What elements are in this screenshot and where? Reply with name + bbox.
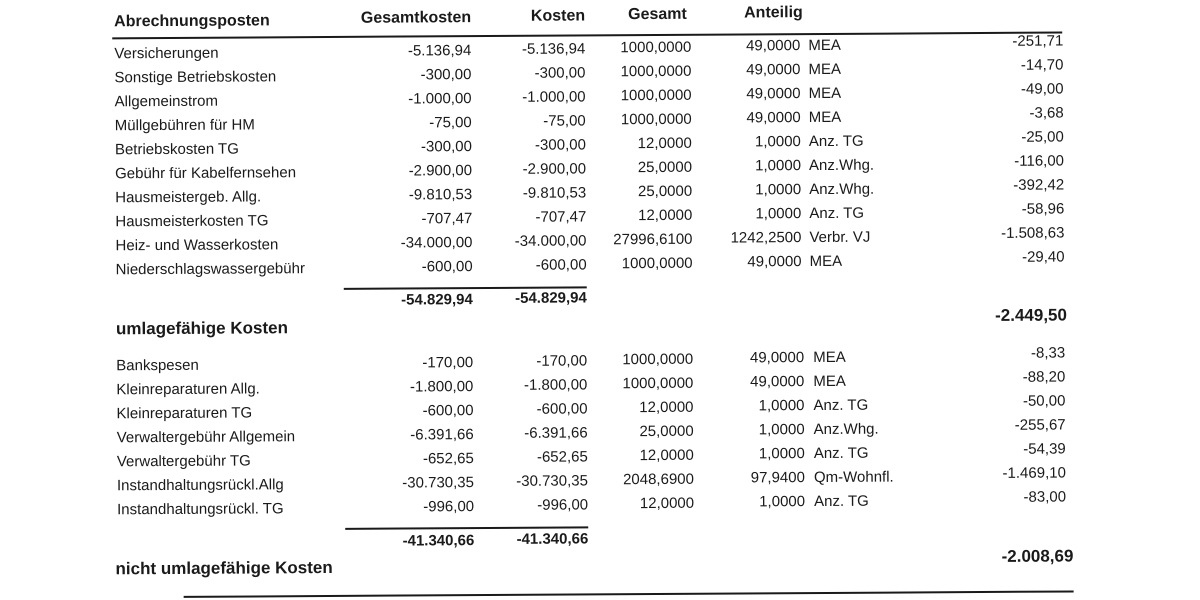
row-gesamtkosten: -1.000,00 [408, 90, 472, 108]
row-kosten: -34.000,00 [514, 232, 587, 250]
subtotal-kosten: -54.829,94 [515, 289, 587, 307]
row-unit: Anz.Whg. [809, 180, 875, 199]
row-gesamtkosten: -652,65 [422, 450, 474, 468]
row-betrag: -392,42 [1013, 176, 1065, 194]
row-gesamt: 1000,0000 [620, 38, 692, 57]
row-name: Verwaltergebühr Allgemein [116, 428, 296, 447]
row-gesamtkosten: -600,00 [422, 402, 474, 420]
row-kosten: -6.391,66 [524, 424, 588, 442]
row-betrag: -83,00 [1023, 488, 1067, 506]
header-posten: Abrechnungsposten [114, 12, 270, 31]
header-gesamtkosten: Gesamtkosten [360, 9, 472, 27]
row-unit: MEA [808, 84, 842, 103]
row-gesamt: 1000,0000 [622, 374, 694, 393]
row-anteil: 49,0000 [749, 349, 805, 367]
row-gesamtkosten: -170,00 [422, 354, 474, 372]
row-name: Hausmeistergeb. Allg. [115, 188, 262, 207]
row-unit: MEA [809, 252, 843, 271]
row-gesamtkosten: -30.730,35 [402, 474, 475, 492]
row-gesamt: 12,0000 [638, 206, 693, 225]
row-betrag: -54,39 [1023, 440, 1066, 458]
row-kosten: -9.810,53 [522, 184, 587, 202]
row-gesamt: 25,0000 [637, 158, 693, 177]
row-anteil: 1,0000 [758, 397, 805, 415]
section-total-umlagefaehig: -2.449,50 [995, 305, 1068, 325]
row-gesamtkosten: -600,00 [421, 258, 473, 276]
row-betrag: -1.469,10 [1002, 464, 1066, 482]
row-betrag: -50,00 [1022, 392, 1066, 410]
row-gesamt: 2048,6900 [622, 470, 694, 489]
row-anteil: 1,0000 [759, 493, 806, 511]
row-gesamt: 12,0000 [639, 494, 695, 513]
row-gesamt: 1000,0000 [621, 254, 693, 273]
row-kosten: -300,00 [534, 136, 586, 154]
row-gesamt: 12,0000 [637, 134, 692, 153]
row-name: Betriebskosten TG [114, 140, 239, 159]
row-kosten: -1.800,00 [523, 376, 588, 394]
row-gesamtkosten: -300,00 [420, 138, 472, 156]
row-unit: Verbr. VJ [809, 228, 871, 247]
row-unit: Anz.Whg. [813, 420, 879, 439]
row-name: Versicherungen [114, 44, 219, 63]
row-anteil: 1,0000 [755, 181, 802, 199]
row-betrag: -25,00 [1021, 128, 1064, 146]
row-betrag: -14,70 [1020, 56, 1064, 74]
row-gesamtkosten: -6.391,66 [410, 426, 474, 444]
row-kosten: -2.900,00 [522, 160, 587, 178]
header-anteilig: Anteilig [744, 4, 803, 22]
subtotal-kosten: -41.340,66 [516, 530, 589, 548]
row-unit: Anz. TG [808, 132, 864, 151]
row-name: Instandhaltungsrückl.Allg [116, 476, 284, 495]
row-name: Heiz- und Wasserkosten [115, 236, 279, 255]
section-label-umlagefaehig: umlagefähige Kosten [115, 318, 288, 339]
row-kosten: -1.000,00 [522, 88, 586, 106]
row-unit: Anz. TG [814, 492, 869, 511]
row-unit: Qm-Wohnfl. [813, 468, 894, 487]
row-kosten: -75,00 [543, 112, 586, 130]
row-gesamtkosten: -34.000,00 [400, 234, 473, 252]
row-kosten: -996,00 [537, 496, 589, 514]
row-unit: MEA [813, 372, 846, 391]
subtotal-gesamtkosten: -41.340,66 [402, 532, 475, 550]
row-betrag: -88,20 [1022, 368, 1066, 386]
row-betrag: -58,96 [1021, 200, 1065, 218]
subtotal-rule [345, 526, 588, 529]
row-anteil: 1242,2500 [730, 229, 802, 247]
row-betrag: -29,40 [1021, 248, 1065, 266]
row-kosten: -30.730,35 [516, 472, 589, 490]
row-gesamt: 1000,0000 [620, 62, 692, 81]
row-anteil: 1,0000 [758, 445, 805, 463]
row-unit: MEA [808, 36, 841, 55]
row-kosten: -300,00 [534, 64, 586, 82]
row-gesamtkosten: -2.900,00 [408, 162, 473, 180]
row-name: Gebühr für Kabelfernsehen [115, 164, 297, 183]
row-unit: Anz. TG [813, 444, 869, 463]
row-anteil: 97,9400 [750, 469, 805, 487]
section-total-nicht-umlagefaehig: -2.008,69 [1001, 546, 1074, 566]
row-gesamtkosten: -300,00 [420, 66, 472, 84]
row-unit: MEA [808, 108, 842, 127]
row-anteil: 49,0000 [747, 253, 802, 271]
row-kosten: -600,00 [536, 400, 588, 418]
row-gesamtkosten: -707,47 [421, 210, 473, 228]
row-betrag: -255,67 [1014, 416, 1066, 434]
row-kosten: -652,65 [536, 448, 588, 466]
subtotal-gesamtkosten: -54.829,94 [401, 291, 473, 309]
row-gesamt: 12,0000 [639, 446, 694, 465]
header-kosten: Kosten [530, 7, 586, 25]
row-unit: Anz. TG [809, 204, 865, 223]
row-gesamt: 12,0000 [639, 398, 694, 417]
row-betrag: -251,71 [1012, 32, 1064, 50]
row-gesamtkosten: -5.136,94 [407, 42, 472, 60]
row-betrag: -1.508,63 [1001, 224, 1065, 242]
row-name: Verwaltergebühr TG [116, 452, 251, 471]
row-kosten: -5.136,94 [521, 40, 586, 58]
row-betrag: -116,00 [1014, 152, 1065, 170]
row-name: Allgemeinstrom [114, 92, 219, 111]
row-gesamtkosten: -996,00 [423, 498, 475, 516]
row-anteil: 49,0000 [750, 373, 805, 391]
row-kosten: -600,00 [535, 256, 587, 274]
row-unit: Anz. TG [813, 396, 869, 415]
row-gesamt: 1000,0000 [620, 110, 692, 129]
row-name: Sonstige Betriebskosten [114, 68, 277, 87]
row-gesamt: 1000,0000 [620, 86, 692, 105]
section-label-nicht-umlagefaehig: nicht umlagefähige Kosten [115, 557, 333, 579]
row-anteil: 49,0000 [746, 37, 801, 55]
row-name: Kleinreparaturen TG [116, 404, 253, 423]
row-anteil: 1,0000 [758, 421, 805, 439]
row-unit: MEA [813, 348, 846, 367]
row-gesamt: 25,0000 [637, 182, 693, 201]
row-kosten: -707,47 [535, 208, 587, 226]
row-gesamt: 25,0000 [639, 422, 694, 441]
row-name: Niederschlagswassergebühr [115, 260, 305, 279]
row-unit: Anz.Whg. [808, 156, 875, 175]
row-anteil: 1,0000 [754, 133, 801, 151]
row-gesamt: 27996,6100 [613, 230, 693, 249]
row-name: Kleinreparaturen Allg. [116, 380, 260, 399]
header-rule [112, 32, 1062, 40]
row-gesamtkosten: -9.810,53 [408, 186, 473, 204]
row-anteil: 49,0000 [746, 85, 801, 103]
row-name: Instandhaltungsrückl. TG [117, 500, 284, 519]
row-gesamtkosten: -75,00 [429, 114, 472, 132]
row-anteil: 1,0000 [755, 205, 802, 223]
row-name: Bankspesen [116, 356, 199, 375]
row-betrag: -8,33 [1030, 344, 1066, 362]
row-unit: MEA [808, 60, 842, 79]
row-kosten: -170,00 [536, 352, 588, 370]
row-gesamtkosten: -1.800,00 [409, 378, 474, 396]
row-name: Müllgebühren für HM [114, 116, 255, 135]
row-anteil: 1,0000 [755, 157, 802, 175]
row-betrag: -49,00 [1020, 80, 1064, 98]
row-gesamt: 1000,0000 [622, 350, 694, 369]
row-name: Hausmeisterkosten TG [115, 212, 269, 231]
header-gesamt: Gesamt [628, 5, 687, 24]
row-betrag: -3,68 [1029, 104, 1064, 122]
row-anteil: 49,0000 [746, 61, 801, 79]
row-anteil: 49,0000 [746, 109, 801, 127]
footer-rule [184, 590, 1074, 597]
